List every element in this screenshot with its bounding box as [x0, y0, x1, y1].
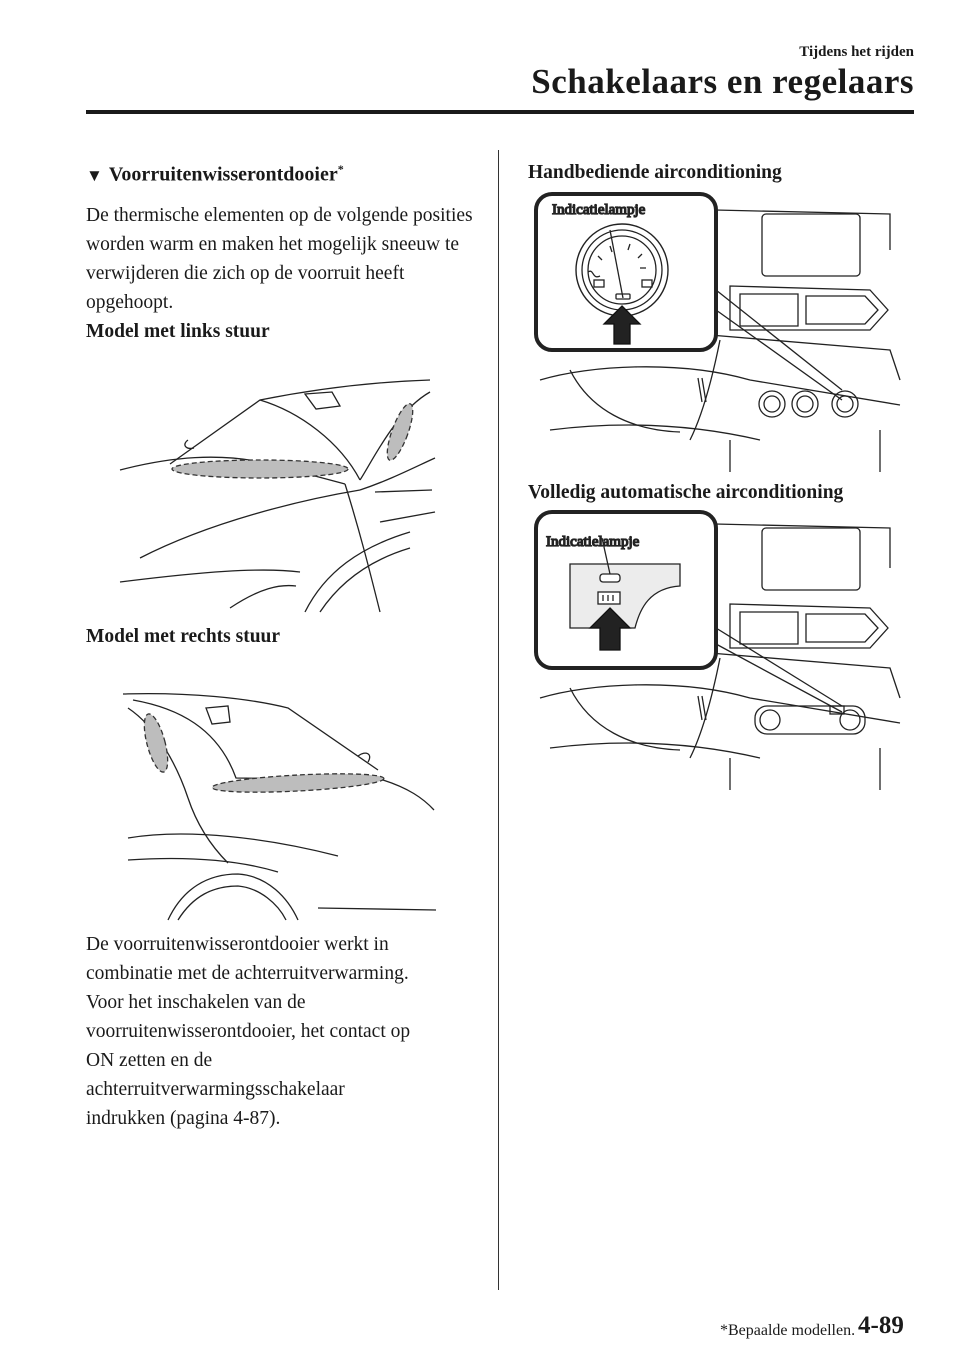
left-column: [86, 160, 486, 346]
manual-ac-label: Handbediende airconditioning: [528, 162, 782, 183]
optional-marker: *: [337, 162, 344, 176]
lhd-windshield-illustration: [110, 372, 440, 618]
footnote: *Bepaalde modellen.: [720, 1322, 856, 1339]
auto-ac-label: Volledig automatische airconditioning: [528, 482, 844, 503]
body-text: [86, 930, 486, 1133]
body-line: Voor het inschakelen van de: [86, 992, 306, 1013]
rhd-label: Model met rechts stuur: [86, 626, 281, 647]
body-line: De voorruitenwisserontdooier werkt in: [86, 934, 389, 955]
auto-indicator-callout: Indicatielampje: [546, 534, 640, 550]
body-line: ON zetten en de: [86, 1050, 213, 1071]
manual-indicator-callout: Indicatielampje: [552, 202, 646, 218]
body-line: achterruitverwarmingsschakelaar: [86, 1079, 345, 1100]
topic-title: ▼ Voorruitenwisserontdooier*: [86, 162, 344, 186]
intro-paragraph: De thermische elementen op de volgende posities worden warm en maken het mogelijk sneeuw te verwijderen die zich op de voorruit heeft opgehoopt.: [86, 204, 473, 313]
section-heading: Schakelaars en regelaars: [531, 62, 914, 101]
rhd-windshield-illustration: [118, 688, 438, 922]
triangle-bullet-icon: ▼: [86, 165, 103, 185]
auto-ac-illustration: [530, 508, 910, 790]
chapter-title: Tijdens het rijden: [799, 44, 914, 60]
body-line: indrukken (pagina 4-87).: [86, 1108, 281, 1129]
column-divider: [498, 150, 499, 1290]
body-line: combinatie met de achterruitverwarming.: [86, 963, 409, 984]
lhd-label: Model met links stuur: [86, 320, 270, 342]
manual-ac-illustration: [530, 190, 910, 472]
body-line: voorruitenwisserontdooier, het contact op: [86, 1021, 411, 1042]
header-rule: [86, 110, 914, 114]
page-number: 4-89: [858, 1312, 904, 1339]
